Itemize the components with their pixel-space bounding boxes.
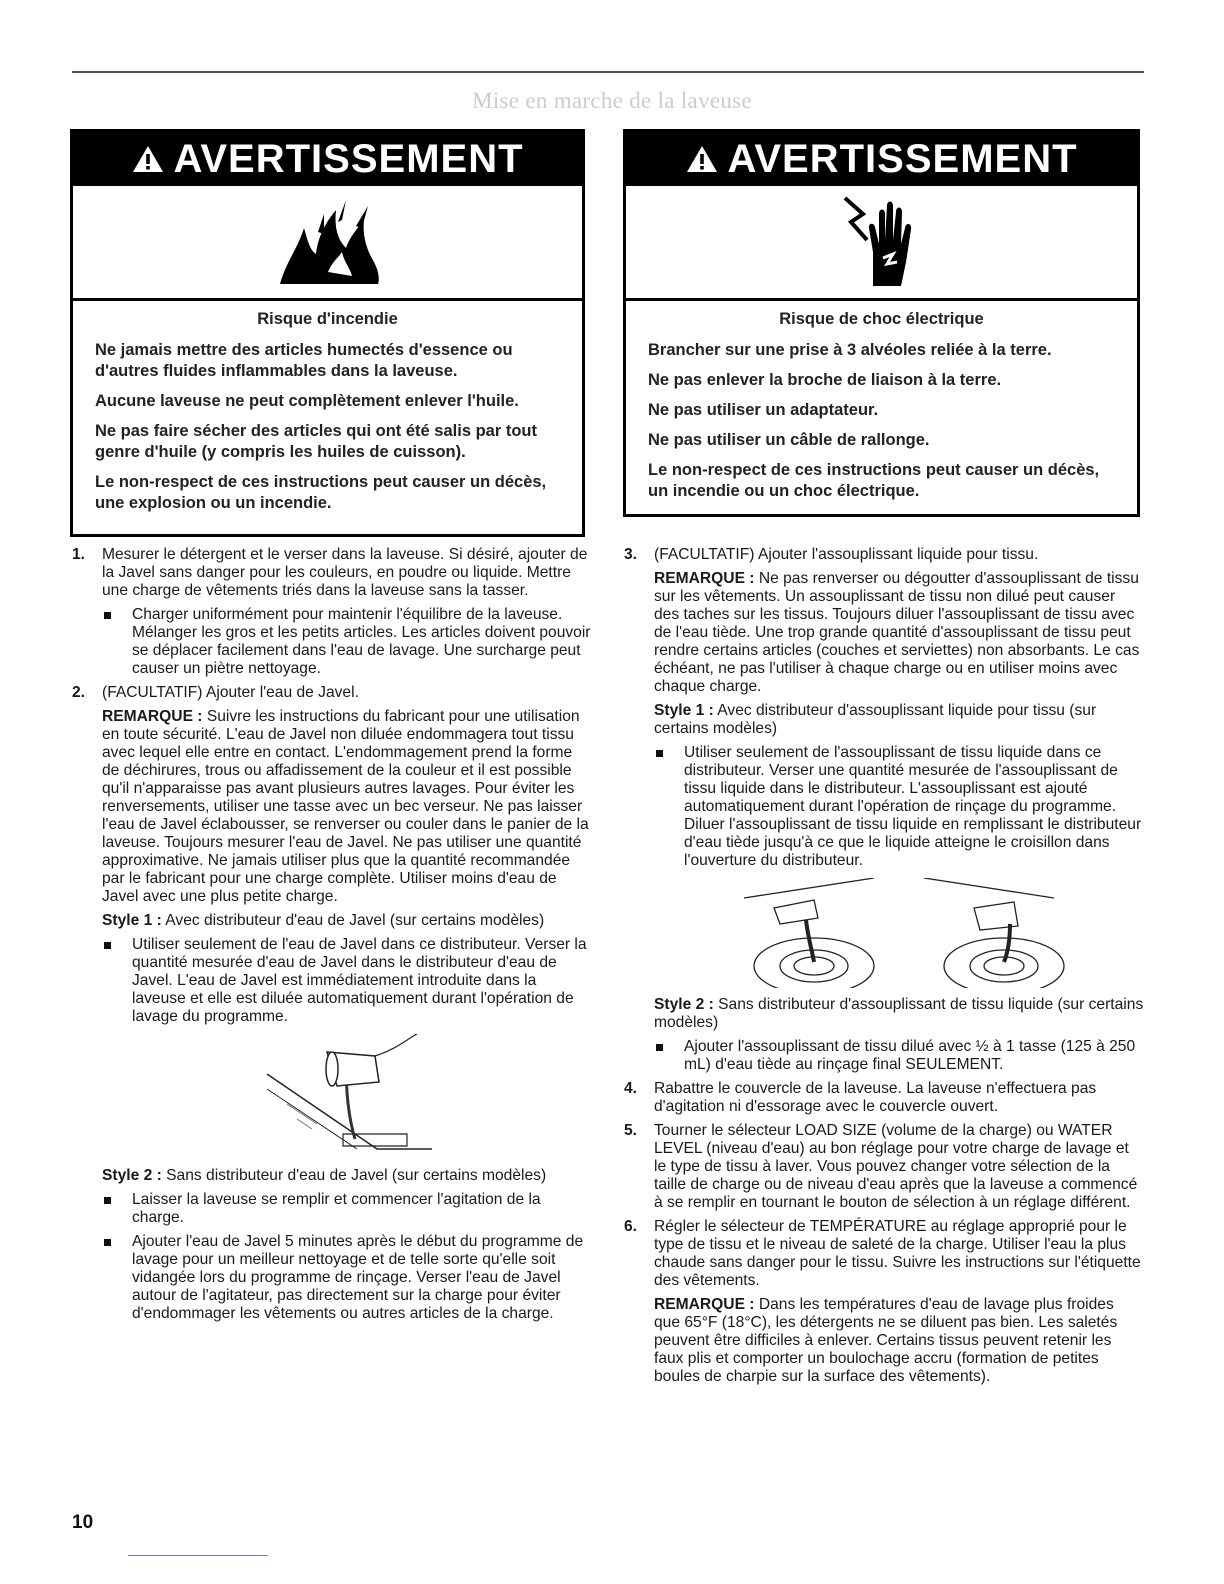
bottom-rule bbox=[128, 1555, 268, 1556]
fire-hazard-icon-area bbox=[73, 186, 582, 301]
warning-line: Le non-respect de ces instructions peut causer un décès, une explosion ou un incendie. bbox=[95, 473, 547, 512]
warning-box-fire bbox=[70, 129, 585, 537]
step-4 bbox=[624, 1080, 1144, 1116]
warning-line: Aucune laveuse ne peut complètement enlever l'huile. bbox=[95, 392, 519, 410]
style-label: Style 2 : bbox=[654, 996, 714, 1013]
style-1 bbox=[102, 912, 592, 930]
left-column bbox=[72, 546, 592, 1329]
warning-triangle-icon bbox=[131, 144, 165, 174]
step-number: 5. bbox=[624, 1122, 638, 1139]
step-number: 6. bbox=[624, 1218, 638, 1235]
electric-shock-icon-area bbox=[626, 186, 1137, 301]
style-2 bbox=[102, 1167, 592, 1185]
softener-pour-illustration bbox=[714, 878, 1084, 988]
step-3 bbox=[624, 546, 1144, 1074]
remark-text: Ne pas renverser ou dégoutter d'assouplissant de tissu sur les vêtements. Un assouplissant de tissu non dilué peut causer des taches sur les tissus. Toujours diluer l'assouplissant de tissu avec de l'eau tiède. Une trop grande quantité d'assouplissant de tissu peut rendre certains articles (couches et serviettes) non absorbants. Le cas échéant, ne pas l'utiliser à chaque charge ou en utiliser moins avec chaque charge. bbox=[654, 570, 1140, 695]
bleach-pour-illustration bbox=[257, 1034, 437, 1159]
style-text: Sans distributeur d'eau de Javel (sur certains modèles) bbox=[161, 1167, 547, 1184]
warning-risk: Risque d'incendie bbox=[257, 310, 398, 328]
step-text: Régler le sélecteur de TEMPÉRATURE au réglage approprié pour le type de tissu et le niveau de saleté de la charge. Utiliser l'eau la plus chaude sans danger pour le tissu. Suivre les instructions sur l'étiquette des vêtements. bbox=[654, 1218, 1141, 1289]
warning-line: Brancher sur une prise à 3 alvéoles reliée à la terre. bbox=[648, 341, 1052, 359]
remark-text: Suivre les instructions du fabricant pour une utilisation en toute sécurité. L'eau de Javel non diluée endommagera tout tissu avec lequel elle entre en contact. L'endommagement prend la forme de déchirures, trous ou affadissement de la couleur et il est possible qu'il n'apparaisse pas avant plusieurs autres lavages. Pour éviter les renversements, utiliser une tasse avec un bec verseur. Ne pas laisser l'eau de Javel éclabousser, se renverser ou couler dans le panier de la laveuse. Toujours mesurer l'eau de Javel. Ne pas utiliser une quantité approximative. Ne jamais utiliser plus que la quantité recommandée par le fabricant pour une charge complète. Utiliser moins d'eau de Javel avec une plus petite charge. bbox=[102, 708, 589, 905]
warning-header bbox=[73, 132, 582, 186]
step-text: Tourner le sélecteur LOAD SIZE (volume de la charge) ou WATER LEVEL (niveau d'eau) au bon réglage pour votre charge de lavage et le type de tissu à laver. Vous pouvez changer votre sélection de la taille de charge ou de niveau d'eau après que la laveuse a commencé à se remplir en tournant le bouton de sélection à un réglage différent. bbox=[654, 1122, 1138, 1211]
top-rule bbox=[72, 71, 1144, 73]
warning-line: Ne pas utiliser un câble de rallonge. bbox=[648, 431, 930, 449]
style-text: Avec distributeur d'assouplissant liquide pour tissu (sur certains modèles) bbox=[654, 702, 1097, 737]
section-title: Mise en marche de la laveuse bbox=[472, 88, 752, 113]
warning-body bbox=[73, 301, 582, 514]
remark bbox=[654, 1296, 1144, 1386]
step-5 bbox=[624, 1122, 1144, 1212]
warning-header-label: AVERTISSEMENT bbox=[173, 136, 524, 181]
warning-body bbox=[626, 301, 1137, 502]
remark bbox=[654, 570, 1144, 696]
page-number: 10 bbox=[72, 1512, 94, 1533]
step-bullet: Charger uniformément pour maintenir l'équilibre de la laveuse. Mélanger les gros et les petits articles. Les articles doivent pouvoir se déplacer facilement dans l'eau de lavage. Une surcharge peut causer un piètre nettoyage. bbox=[102, 606, 592, 678]
remark-text: Dans les températures d'eau de lavage plus froides que 65°F (18°C), les détergents ne se diluent pas bien. Les saletés peuvent être difficiles à enlever. Certains tissus peuvent retenir les faux plis et comporter un boulochage accru (formation de petites boules de charpie sur la surface des vêtements). bbox=[654, 1296, 1118, 1385]
warning-line: Ne pas utiliser un adaptateur. bbox=[648, 401, 879, 419]
electric-shock-icon bbox=[837, 192, 927, 292]
warning-line: Le non-respect de ces instructions peut causer un décès, un incendie ou un choc électrique. bbox=[648, 461, 1100, 500]
remark bbox=[102, 708, 592, 906]
style-label: Style 2 : bbox=[102, 1167, 162, 1184]
style-2-bullet: Laisser la laveuse se remplir et commencer l'agitation de la charge. bbox=[102, 1191, 592, 1227]
warning-line: Ne jamais mettre des articles humectés d'essence ou d'autres fluides inflammables dans la laveuse. bbox=[95, 341, 513, 380]
style-1 bbox=[654, 702, 1144, 738]
style-1-bullet: Utiliser seulement de l'assouplissant de tissu liquide dans ce distributeur. Verser une quantité mesurée de l'assouplissant de tissu liquide dans le distributeur. L'assouplissant est ajouté automatiquement durant l'opération de rinçage du programme. Diluer l'assouplissant de tissu liquide en remplissant le distributeur d'eau tiède jusqu'à ce que le liquide atteigne le croisillon dans l'ouverture du distributeur. bbox=[654, 744, 1144, 870]
step-number: 2. bbox=[72, 684, 86, 701]
step-number: 4. bbox=[624, 1080, 638, 1097]
warning-line: Ne pas enlever la broche de liaison à la terre. bbox=[648, 371, 1002, 389]
remark-label: REMARQUE : bbox=[654, 570, 755, 587]
warning-triangle-icon bbox=[685, 144, 719, 174]
warning-line: Ne pas faire sécher des articles qui ont été salis par tout genre d'huile (y compris les huiles de cuisson). bbox=[95, 422, 537, 461]
step-1 bbox=[72, 546, 592, 678]
style-1-bullet: Utiliser seulement de l'eau de Javel dans ce distributeur. Verser la quantité mesurée d'eau de Javel dans le distributeur d'eau de Javel. L'eau de Javel est immédiatement introduite dans la laveuse et elle est diluée automatiquement durant l'opération de lavage du programme. bbox=[102, 936, 592, 1026]
step-2 bbox=[72, 684, 592, 1323]
remark-label: REMARQUE : bbox=[654, 1296, 755, 1313]
style-label: Style 1 : bbox=[102, 912, 162, 929]
style-text: Sans distributeur d'assouplissant de tissu liquide (sur certains modèles) bbox=[654, 996, 1144, 1031]
warning-header bbox=[626, 132, 1137, 186]
style-2-bullet: Ajouter l'eau de Javel 5 minutes après le début du programme de lavage pour un meilleur nettoyage et de telle sorte qu'elle soit vidangée lors du programme de rinçage. Verser l'eau de Javel autour de l'agitateur, pas directement sur la charge pour éviter d'endommager les vêtements ou autres articles de la charge. bbox=[102, 1233, 592, 1323]
step-6 bbox=[624, 1218, 1144, 1386]
right-column bbox=[624, 546, 1144, 1392]
step-number: 1. bbox=[72, 546, 86, 563]
softener-pour-left bbox=[744, 878, 874, 988]
step-text: (FACULTATIF) Ajouter l'assouplissant liquide pour tissu. bbox=[654, 546, 1039, 563]
step-text: Mesurer le détergent et le verser dans la laveuse. Si désiré, ajouter de la Javel sans danger pour les couleurs, en poudre ou liquide. Mettre une charge de vêtements triés dans la laveuse sans la tasser. bbox=[102, 546, 588, 599]
fire-hazard-icon bbox=[268, 192, 388, 292]
remark-label: REMARQUE : bbox=[102, 708, 203, 725]
warning-risk: Risque de choc électrique bbox=[779, 310, 984, 328]
step-text: (FACULTATIF) Ajouter l'eau de Javel. bbox=[102, 684, 359, 701]
softener-pour-right bbox=[924, 878, 1064, 988]
style-label: Style 1 : bbox=[654, 702, 714, 719]
style-2-bullet: Ajouter l'assouplissant de tissu dilué avec ½ à 1 tasse (125 à 250 mL) d'eau tiède au rinçage final SEULEMENT. bbox=[654, 1038, 1144, 1074]
step-text: Rabattre le couvercle de la laveuse. La laveuse n'effectuera pas d'agitation ni d'essorage avec le couvercle ouvert. bbox=[654, 1080, 1097, 1115]
style-2 bbox=[654, 996, 1144, 1032]
warning-header-label: AVERTISSEMENT bbox=[727, 136, 1078, 181]
warning-box-electric bbox=[623, 129, 1140, 517]
step-number: 3. bbox=[624, 546, 638, 563]
style-text: Avec distributeur d'eau de Javel (sur certains modèles) bbox=[161, 912, 545, 929]
